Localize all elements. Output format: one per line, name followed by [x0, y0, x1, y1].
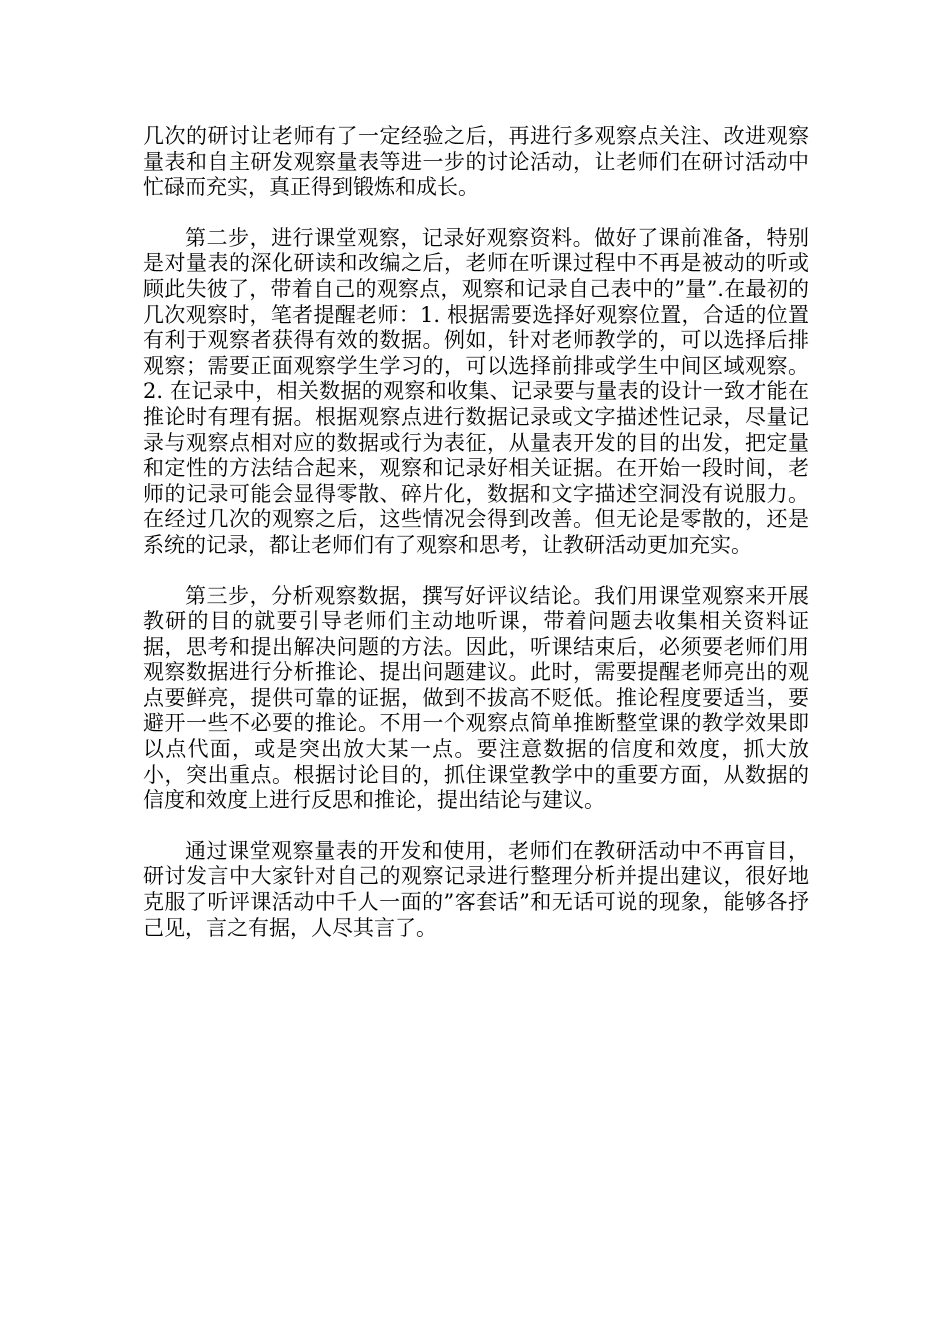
document-body	[143, 124, 809, 966]
paragraph-step-three: 第三步，分析观察数据，撰写好评议结论。我们用课堂观察来开展教研的目的就要引导老师们主动地听课，带着问题去收集相关资料证据，思考和提出解决问题的方法。因此，听课结束后，必须要老师们用观察数据进行分析推论、提出问题建议。此时，需要提醒老师亮出的观点要鲜亮，提供可靠的证据，做到不拔高不贬低。推论程度要适当，要避开一些不必要的推论。不用一个观察点简单推断整堂课的教学效果即以点代面，或是突出放大某一点。要注意数据的信度和效度，抓大放小，突出重点。根据讨论目的，抓住课堂教学中的重要方面，从数据的信度和效度上进行反思和推论，提出结论与建议。	[143, 583, 809, 813]
paragraph-continuation: 几次的研讨让老师有了一定经验之后，再进行多观察点关注、改进观察量表和自主研发观察量表等进一步的讨论活动，让老师们在研讨活动中忙碌而充实，真正得到锻炼和成长。	[143, 124, 809, 200]
paragraph-step-two: 第二步，进行课堂观察，记录好观察资料。做好了课前准备，特别是对量表的深化研读和改编之后，老师在听课过程中不再是被动的听或顾此失彼了，带着自己的观察点，观察和记录自己表中的”量”.在最初的几次观察时，笔者提醒老师：1. 根据需要选择好观察位置，合适的位置有利于观察者获得有效的数据。例如，针对老师教学的，可以选择后排观察；需要正面观察学生学习的，可以选择前排或学生中间区域观察。2. 在记录中，相关数据的观察和收集、记录要与量表的设计一致才能在推论时有理有据。根据观察点进行数据记录或文字描述性记录，尽量记录与观察点相对应的数据或行为表征，从量表开发的目的出发，把定量和定性的方法结合起来，观察和记录好相关证据。在开始一段时间，老师的记录可能会显得零散、碎片化，数据和文字描述空洞没有说服力。在经过几次的观察之后，这些情况会得到改善。但无论是零散的，还是系统的记录，都让老师们有了观察和思考，让教研活动更加充实。	[143, 225, 809, 557]
paragraph-conclusion: 通过课堂观察量表的开发和使用，老师们在教研活动中不再盲目，研讨发言中大家针对自己的观察记录进行整理分析并提出建议，很好地克服了听评课活动中千人一面的”客套话”和无话可说的现象，能够各抒己见，言之有据，人尽其言了。	[143, 838, 809, 940]
